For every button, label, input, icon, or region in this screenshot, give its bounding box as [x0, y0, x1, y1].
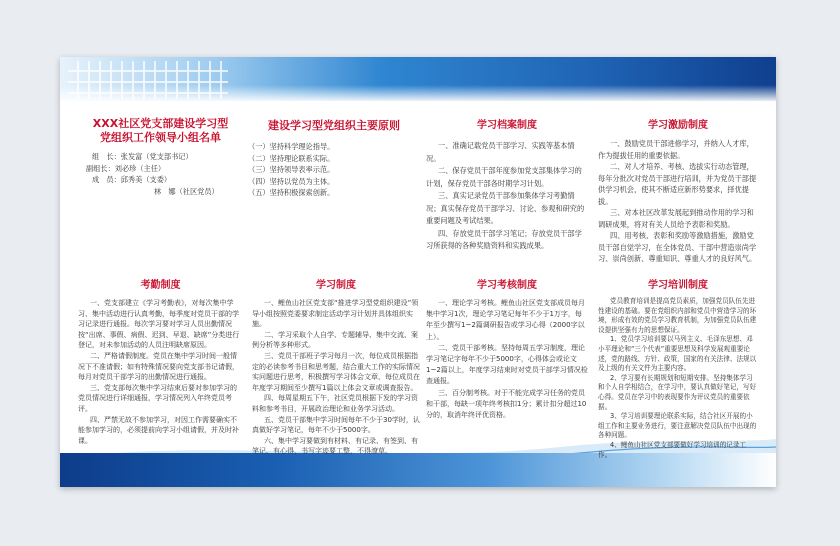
principle-item: （四）坚持以党员为主体。	[248, 176, 335, 186]
leader-member: 成 员：邱秀美（支委）	[92, 175, 172, 184]
incentive-section	[598, 119, 758, 265]
incentive-paragraph: 一、鼓励党员干部进修学习，并纳入人才库，作为提拔任用的重要依据。	[598, 139, 754, 160]
training-paragraph: 4、鲤鱼山社区党支部要做好学习培训的记录工作。	[598, 440, 747, 459]
training-title: 学习培训制度	[648, 280, 708, 291]
leader-member: 副组长：刘必珍（主任）	[86, 163, 166, 173]
assessment-paragraph: 三、百分制考核。对于不能完成学习任务的党员和干部，每缺一项年终考核扣1分；累计扣分超过10分的，取消年终评优资格。	[426, 388, 587, 420]
tile-mosaic-decoration	[68, 61, 228, 99]
training-paragraph: 1、党员学习培训要以马列主义、毛泽东思想、邓小平理论和“三个代表”重要思想及科学发展观重要论述，党的路线、方针、政策，国家的有关法律、法规以及上级的有关文件为主要内容。	[598, 335, 757, 373]
attendance-paragraph: 四、严禁无故不参加学习，对因工作需要确实不能参加学习的，必须提前向学习小组请假，并及时补课。	[78, 415, 239, 445]
study-section	[252, 279, 420, 457]
principle-item: （五）坚持积极探索创新。	[248, 188, 335, 197]
leader-member: 组 长：张发富（党支部书记）	[92, 152, 193, 161]
archive-title: 学习档案制度	[477, 120, 537, 131]
study-paragraph: 一、鲤鱼山社区党支部“推进学习型党组织建设”领导小组按照党委要求制定活动学习计划并具体组织实施。	[252, 299, 419, 329]
incentive-paragraph: 四、用考核、表彰和奖励等激励措施，激励党员干部自觉学习，在全体党员、干部中营造崇尚学习、崇尚创新、尊重知识、尊重人才的良好风气。	[598, 231, 757, 263]
archive-section	[426, 119, 588, 253]
assessment-paragraph: 一、理论学习考核。鲤鱼山社区党支部成员每月集中学习1次，理论学习笔记每年不少于1万字，每年至少撰写1~2篇调研报告或学习心得（2000字以上）。	[426, 299, 585, 341]
assessment-section	[426, 279, 588, 421]
archive-paragraph: 二、保存党员干部年度参加党支部集体学习的计划，保存党员干部各时期学习计划。	[426, 166, 582, 188]
incentive-paragraph: 三、对本社区改革发展起到推动作用的学习和调研成果，将对有关人员给予表彰和奖励。	[598, 208, 754, 229]
archive-paragraph: 三、真实记录党员干部参加集体学习考勤情况；真实保存党员干部学习、讨论、参观和研究的重要问题及考试结果。	[426, 191, 585, 225]
poster-board	[60, 57, 776, 487]
archive-paragraph: 一、准确记载党员干部学习、实践等基本情况。	[426, 141, 575, 163]
leaders-section	[78, 117, 243, 197]
leader-member: 林 娜（社区党员）	[154, 186, 219, 196]
principle-item: （二）坚持理论联系实际。	[248, 153, 335, 163]
study-paragraph: 六、集中学习要做到有材料、有记录、有签到、有笔记、有心得，书写字迹要工整，不得潦草。	[252, 436, 418, 456]
principles-title: 建设学习型党组织主要原则	[268, 119, 400, 132]
assessment-title: 学习考核制度	[477, 280, 537, 291]
attendance-section	[78, 279, 243, 446]
attendance-paragraph: 一、党支部建立《学习考勤表》，对每次集中学习、集中活动进行认真考勤，每季度对党员干部的学习记录进行通报。每次学习要对学习人员出勤情况按“出席、事假、病假、迟到、早退、缺席”分类进行登记，对未参加活动的人员注明缺席原因。	[78, 299, 240, 350]
attendance-paragraph: 二、严格请假制度。党员在集中学习时间一般情况下不准请假；如有特殊情况要向党支部书记请假，每月对党员干部学习的出勤情况进行通报。	[78, 351, 239, 382]
study-title: 学习制度	[316, 280, 356, 291]
incentive-paragraph: 二、对人才培养、考核、选拔实行动态管理，每年分批次对党员干部进行培训，并为党员干部提供学习机会，使其不断适应新形势要求，择优提拔。	[598, 162, 757, 206]
principles-section	[248, 119, 420, 199]
study-paragraph: 五、党员干部集中学习时间每年不少于30学时，认真做好学习笔记，每年不少于5000字。	[252, 415, 420, 435]
assessment-paragraph: 二、党员干部考核。坚持每周五学习制度，理论学习笔记字每年不少于5000字，心得体会或论文1~2篇以上，年度学习结束时对党员干部学习情况检查通报。	[426, 343, 588, 386]
study-paragraph: 四、每周星期五下午，社区党员根据下发的学习资料和参考书目，开展政治理论和业务学习活动。	[252, 394, 418, 413]
attendance-title: 考勤制度	[140, 280, 181, 291]
study-paragraph: 三、党员干部班子学习每月一次，每位成员根据指定的必读参考书目和思考题，结合重大工作的实际情况实问题进行思考，积极撰写学习体会文章，每位成员在年度学习期间至少撰写1篇以上体会文章或调查报告。	[252, 351, 420, 392]
leaders-title-line1: XXX社区党支部建设学习型	[92, 117, 229, 130]
training-paragraph: 2、学习要有长期规划和短期安排。坚持集体学习和个人自学相结合，在学习中，要认真做好笔记，写好心得。党员在学习中的表现要作为评议党员的重要依据。	[598, 373, 757, 411]
training-paragraph: 3、学习培训要理论联系实际，结合社区开展的小组工作和主要业务进行，要注意解决党员队伍中出现的各种问题。	[598, 412, 757, 440]
leaders-title-line2: 党组织工作领导小组名单	[100, 131, 221, 144]
principle-item: （三）坚持领导表率示范。	[248, 165, 335, 174]
attendance-paragraph: 三、党支部每次集中学习结束后要对参加学习的党员情况进行详细通报，学习情况列入年终党员考评。	[78, 383, 237, 413]
header-band	[60, 57, 776, 101]
principle-item: （一）坚持科学理论指导。	[248, 142, 335, 151]
study-paragraph: 二、学习采取个人自学、专题辅导、集中交流、案例分析等多种形式。	[252, 330, 418, 350]
training-section	[598, 279, 758, 460]
training-paragraph: 党员教育培训是提高党员素质，加强党员队伍先进性建设的基础。要在党组织内部和党员中营造学习的环境，形成有效的党员学习教育机制，为加强党员队伍建设提供坚强有力的思想保证。	[598, 297, 757, 334]
incentive-title: 学习激励制度	[648, 120, 708, 131]
archive-paragraph: 四、存放党员干部学习笔记；存放党员干部学习所获得的各种奖励资料和实践成果。	[426, 228, 582, 250]
